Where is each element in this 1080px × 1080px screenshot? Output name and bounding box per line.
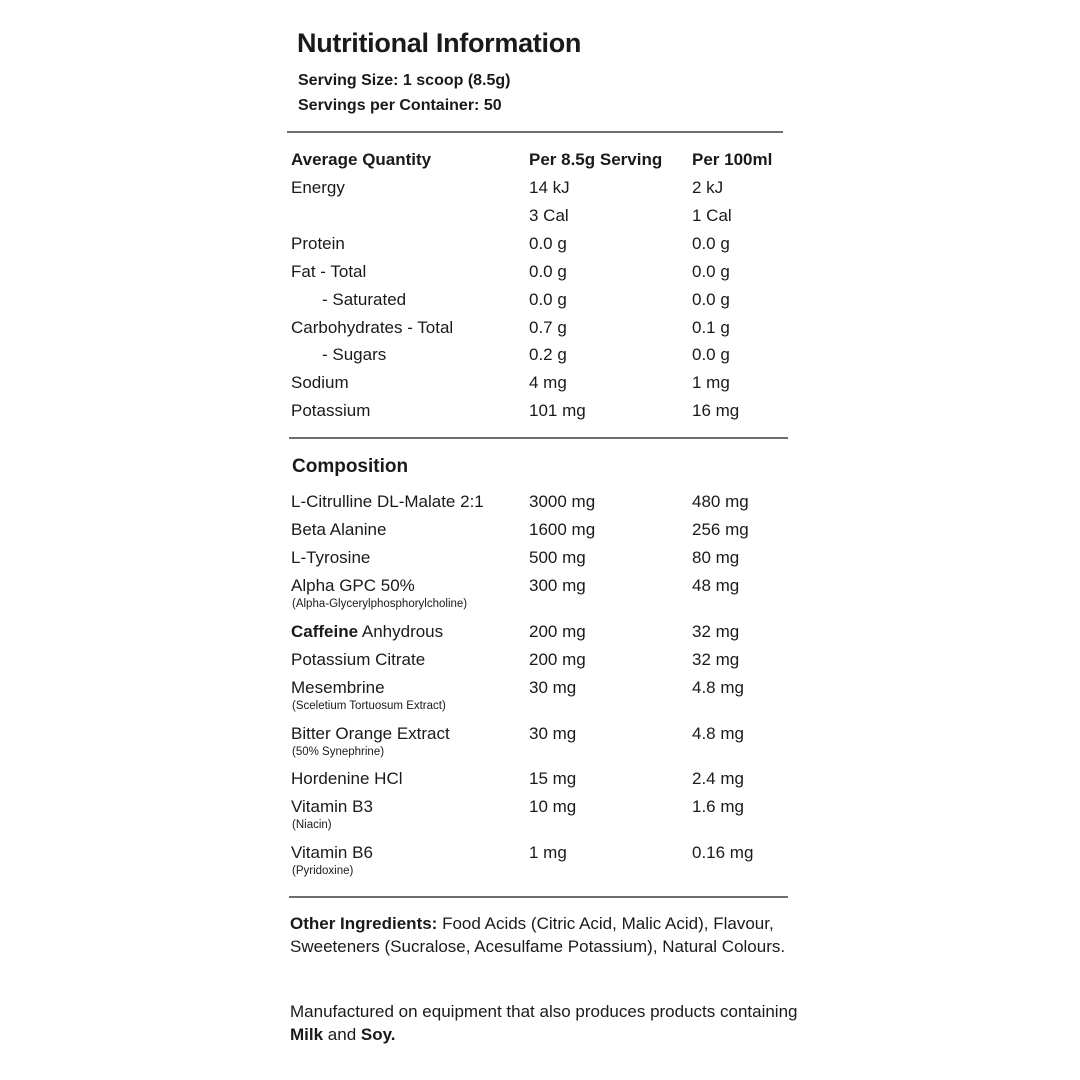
per-serving-value: 1600 mg xyxy=(529,520,596,539)
ingredient-name: Beta Alanine xyxy=(291,520,387,539)
per-100ml-value: 2 kJ xyxy=(692,178,724,197)
per-100ml-value: 16 mg xyxy=(692,401,740,420)
allergen-statement xyxy=(290,1000,810,1046)
ingredient-name: L-Tyrosine xyxy=(291,548,371,567)
per-100ml-value: 0.1 g xyxy=(692,318,730,337)
composition-row xyxy=(0,678,1080,712)
nutrient-name: Carbohydrates - Total xyxy=(291,318,454,337)
composition-row xyxy=(0,520,1080,546)
per-serving-value: 0.2 g xyxy=(529,345,567,364)
divider xyxy=(289,437,788,439)
other-ingredients-label: Other Ingredients: xyxy=(290,914,438,933)
per-100ml-value: 0.0 g xyxy=(692,345,730,364)
header-average-quantity: Average Quantity xyxy=(291,150,432,169)
serving-size: Serving Size: 1 scoop (8.5g) xyxy=(298,72,511,89)
page-title: Nutritional Information xyxy=(297,28,582,58)
ingredient-name xyxy=(291,622,443,642)
per-100ml-value: 1 Cal xyxy=(692,206,732,225)
per-100ml-value: 32 mg xyxy=(692,650,740,669)
composition-row xyxy=(0,650,1080,676)
divider xyxy=(289,896,788,898)
nutrition-row xyxy=(0,178,1080,204)
per-100ml-value: 1.6 mg xyxy=(692,797,744,816)
allergen-soy: Soy. xyxy=(360,1025,396,1044)
per-100ml-value: 4.8 mg xyxy=(692,678,744,697)
composition-row xyxy=(0,843,1080,877)
per-100ml-value: 0.0 g xyxy=(692,234,730,253)
ingredient-name: Bitter Orange Extract xyxy=(291,724,450,743)
allergen-milk: Milk xyxy=(290,1025,324,1044)
per-100ml-value: 0.0 g xyxy=(692,290,730,309)
per-serving-value: 10 mg xyxy=(529,797,577,816)
ingredient-name-bold: Caffeine xyxy=(291,622,359,641)
per-100ml-value: 480 mg xyxy=(692,492,749,511)
per-serving-value: 1 mg xyxy=(529,843,567,862)
divider xyxy=(287,131,783,133)
nutrition-row xyxy=(0,345,1080,371)
composition-row xyxy=(0,622,1080,648)
allergen-and: and xyxy=(323,1025,361,1044)
composition-row xyxy=(0,576,1080,610)
per-100ml-value: 4.8 mg xyxy=(692,724,744,743)
per-serving-value: 0.0 g xyxy=(529,290,567,309)
nutrition-row xyxy=(0,401,1080,427)
servings-per-container: Servings per Container: 50 xyxy=(298,97,502,114)
ingredient-name: Hordenine HCl xyxy=(291,769,403,788)
per-serving-value: 3 Cal xyxy=(529,206,569,225)
nutrition-row xyxy=(0,290,1080,316)
per-100ml-value: 2.4 mg xyxy=(692,769,744,788)
ingredient-subtitle: (Niacin) xyxy=(292,819,332,831)
nutrient-name: Potassium xyxy=(291,401,371,420)
ingredient-name: Vitamin B3 xyxy=(291,797,373,816)
composition-row xyxy=(0,797,1080,831)
nutrient-name: Energy xyxy=(291,178,345,197)
allergen-text: Manufactured on equipment that also produces products containing xyxy=(290,1002,798,1021)
ingredient-name: Potassium Citrate xyxy=(291,650,426,669)
per-100ml-value: 256 mg xyxy=(692,520,749,539)
nutrient-name: - Sugars xyxy=(322,345,387,364)
per-100ml-value: 1 mg xyxy=(692,373,730,392)
ingredient-name-rest: Anhydrous xyxy=(358,622,444,641)
composition-row xyxy=(0,769,1080,795)
composition-row xyxy=(0,492,1080,518)
per-serving-value: 0.7 g xyxy=(529,318,567,337)
per-serving-value: 500 mg xyxy=(529,548,586,567)
nutrition-row xyxy=(0,262,1080,288)
per-serving-value: 0.0 g xyxy=(529,234,567,253)
per-serving-value: 3000 mg xyxy=(529,492,596,511)
other-ingredients xyxy=(290,912,810,958)
header-per-100ml: Per 100ml xyxy=(692,150,773,169)
ingredient-name: Vitamin B6 xyxy=(291,843,373,862)
nutrient-name: Protein xyxy=(291,234,345,253)
per-serving-value: 0.0 g xyxy=(529,262,567,281)
nutrient-name: Fat - Total xyxy=(291,262,367,281)
header-per-serving: Per 8.5g Serving xyxy=(529,150,663,169)
per-serving-value: 4 mg xyxy=(529,373,567,392)
per-serving-value: 15 mg xyxy=(529,769,577,788)
ingredient-subtitle: (Pyridoxine) xyxy=(292,865,354,877)
per-100ml-value: 0.0 g xyxy=(692,262,730,281)
ingredient-subtitle: (50% Synephrine) xyxy=(292,746,385,758)
ingredient-subtitle: (Sceletium Tortuosum Extract) xyxy=(292,700,446,712)
ingredient-name: Alpha GPC 50% xyxy=(291,576,415,595)
composition-row xyxy=(0,724,1080,758)
ingredient-name: L-Citrulline DL-Malate 2:1 xyxy=(291,492,484,511)
nutrient-name: Sodium xyxy=(291,373,349,392)
per-serving-value: 200 mg xyxy=(529,622,586,641)
ingredient-subtitle: (Alpha-Glycerylphosphorylcholine) xyxy=(292,598,468,610)
per-100ml-value: 32 mg xyxy=(692,622,740,641)
ingredient-name: Mesembrine xyxy=(291,678,385,697)
per-serving-value: 30 mg xyxy=(529,724,577,743)
nutrition-row xyxy=(0,373,1080,399)
composition-row xyxy=(0,548,1080,574)
per-100ml-value: 48 mg xyxy=(692,576,740,595)
per-serving-value: 14 kJ xyxy=(529,178,570,197)
nutrient-name: - Saturated xyxy=(322,290,407,309)
per-100ml-value: 0.16 mg xyxy=(692,843,754,862)
per-serving-value: 200 mg xyxy=(529,650,586,669)
other-ingredients-text: Food Acids (Citric Acid, Malic Acid), Flavour, Sweeteners (Sucralose, Acesulfame Potassium), Natural Colours. xyxy=(290,914,786,956)
nutrition-row xyxy=(0,318,1080,344)
nutrition-row xyxy=(0,206,1080,232)
per-100ml-value: 80 mg xyxy=(692,548,740,567)
per-serving-value: 300 mg xyxy=(529,576,586,595)
composition-title: Composition xyxy=(292,456,409,477)
per-serving-value: 101 mg xyxy=(529,401,586,420)
per-serving-value: 30 mg xyxy=(529,678,577,697)
nutrition-row xyxy=(0,234,1080,260)
